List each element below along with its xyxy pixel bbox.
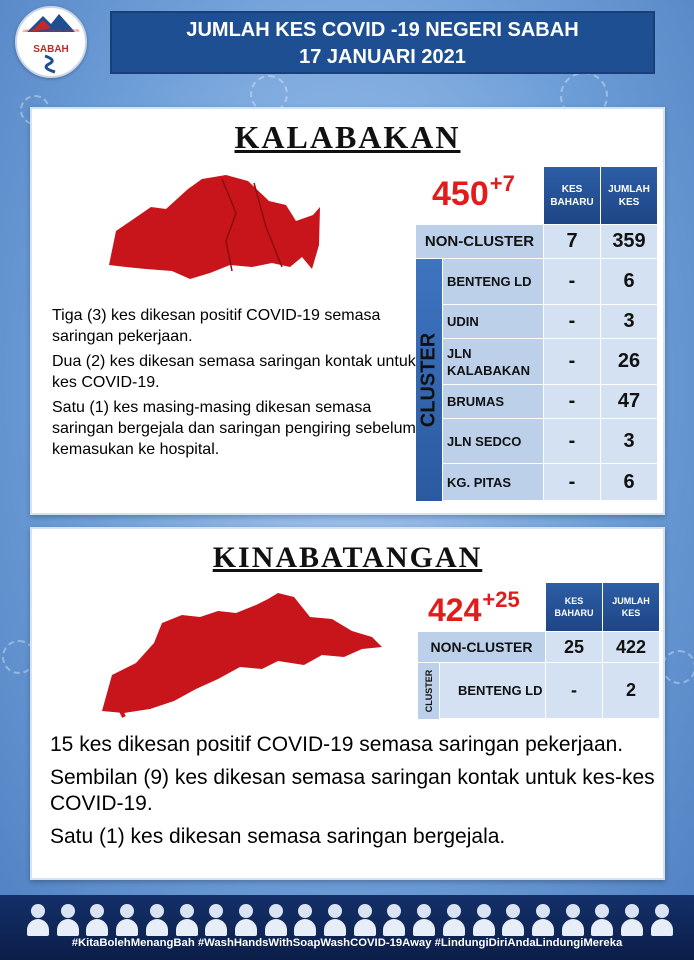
person-icon	[589, 902, 615, 936]
kinabatangan-map-icon	[100, 589, 384, 719]
cluster-name: BENTENG LD	[440, 663, 546, 719]
person-icon	[55, 902, 81, 936]
cluster-new: -	[544, 419, 601, 464]
person-icon	[25, 902, 51, 936]
column-header-total-cases: JUMLAH KES	[603, 583, 660, 632]
person-icon	[471, 902, 497, 936]
person-icon	[114, 902, 140, 936]
person-icon	[381, 902, 407, 936]
note-line: 15 kes dikesan positif COVID-19 semasa saringan pekerjaan.	[50, 733, 624, 756]
non-cluster-label: NON-CLUSTER	[416, 225, 544, 259]
person-icon	[560, 902, 586, 936]
non-cluster-new: 7	[544, 225, 601, 259]
cluster-new: -	[544, 305, 601, 339]
kalabakan-panel	[30, 107, 665, 515]
note-line: Sembilan (9) kes dikesan semasa saringan kontak untuk kes-kes COVID-19.	[50, 766, 655, 815]
cluster-total: 3	[601, 305, 658, 339]
person-icon	[530, 902, 556, 936]
kalabakan-map-icon	[106, 171, 324, 281]
cluster-total: 47	[601, 385, 658, 419]
person-icon	[649, 902, 675, 936]
person-icon	[233, 902, 259, 936]
cluster-name: BENTENG LD	[443, 259, 544, 305]
note-line: Dua (2) kes dikesan semasa saringan kontak untuk kes COVID-19.	[52, 353, 416, 391]
health-department-logo	[15, 6, 87, 78]
header-banner	[110, 11, 655, 74]
person-icon	[500, 902, 526, 936]
cluster-label: CLUSTER	[423, 669, 434, 713]
mountain-logo-icon	[17, 8, 85, 38]
person-icon	[352, 902, 378, 936]
cluster-group-label	[416, 259, 443, 501]
cluster-name: JLN SEDCO	[443, 419, 544, 464]
cluster-new: -	[544, 339, 601, 385]
cluster-total: 3	[601, 419, 658, 464]
cluster-group-label	[418, 663, 440, 719]
kalabakan-notes	[52, 305, 422, 464]
new-cases-badge: +7	[489, 171, 515, 196]
cluster-name: KG. PITAS	[443, 464, 544, 501]
cluster-name: BRUMAS	[443, 385, 544, 419]
district-title-kinabatangan: KINABATANGAN	[212, 541, 483, 574]
non-cluster-total: 422	[603, 632, 660, 663]
footer-banner	[0, 895, 694, 960]
kalabakan-case-table	[416, 167, 658, 501]
non-cluster-new: 25	[546, 632, 603, 663]
cluster-name: UDIN	[443, 305, 544, 339]
cluster-new: -	[544, 464, 601, 501]
cluster-label: CLUSTER	[417, 332, 440, 428]
person-icon	[322, 902, 348, 936]
person-icon	[292, 902, 318, 936]
cluster-total: 6	[601, 259, 658, 305]
person-icon	[174, 902, 200, 936]
virus-decoration-icon	[662, 650, 694, 684]
cluster-total: 6	[601, 464, 658, 501]
column-header-new-cases: KES BAHARU	[546, 583, 603, 632]
note-line: Tiga (3) kes dikesan positif COVID-19 semasa saringan pekerjaan.	[52, 307, 381, 345]
person-icon	[203, 902, 229, 936]
person-icon	[411, 902, 437, 936]
cluster-total: 26	[601, 339, 658, 385]
column-header-total-cases: JUMLAH KES	[601, 167, 658, 225]
total-value: 424	[428, 592, 482, 628]
non-cluster-total: 359	[601, 225, 658, 259]
cluster-total: 2	[603, 663, 660, 719]
new-cases-badge: +25	[482, 587, 520, 612]
report-date: 17 JANUARI 2021	[299, 46, 466, 68]
person-icon	[144, 902, 170, 936]
non-cluster-label: NON-CLUSTER	[418, 632, 546, 663]
logo-top-text: JABATAN KESIHATAN NEGERI	[22, 28, 80, 33]
person-icon	[619, 902, 645, 936]
cluster-new: -	[546, 663, 603, 719]
page-title: JUMLAH KES COVID -19 NEGERI SABAH	[186, 19, 579, 41]
hashtag-banner: #KitaBolehMenangBah #WashHandsWithSoapWashCOVID-19Away #LindungiDiriAndaLindungiMereka	[71, 937, 623, 949]
column-header-new-cases: KES BAHARU	[544, 167, 601, 225]
person-icon	[263, 902, 289, 936]
logo-swoosh-icon	[17, 54, 85, 74]
person-icon	[441, 902, 467, 936]
total-value: 450	[432, 175, 489, 213]
district-title-kalabakan: KALABAKAN	[234, 119, 461, 155]
cluster-new: -	[544, 259, 601, 305]
logo-text: SABAH	[33, 44, 69, 55]
note-line: Satu (1) kes masing-masing dikesan semasa saringan bergejala dan saringan pengiring sebelum kemasukan ke hospital.	[52, 399, 416, 458]
kinabatangan-notes	[50, 732, 660, 857]
kinabatangan-case-table	[418, 583, 660, 719]
cluster-name: JLN KALABAKAN	[443, 339, 544, 385]
note-line: Satu (1) kes dikesan semasa saringan bergejala.	[50, 825, 506, 848]
person-icon	[84, 902, 110, 936]
cluster-new: -	[544, 385, 601, 419]
frontliner-people-icons	[25, 898, 675, 936]
kinabatangan-panel	[30, 527, 665, 880]
